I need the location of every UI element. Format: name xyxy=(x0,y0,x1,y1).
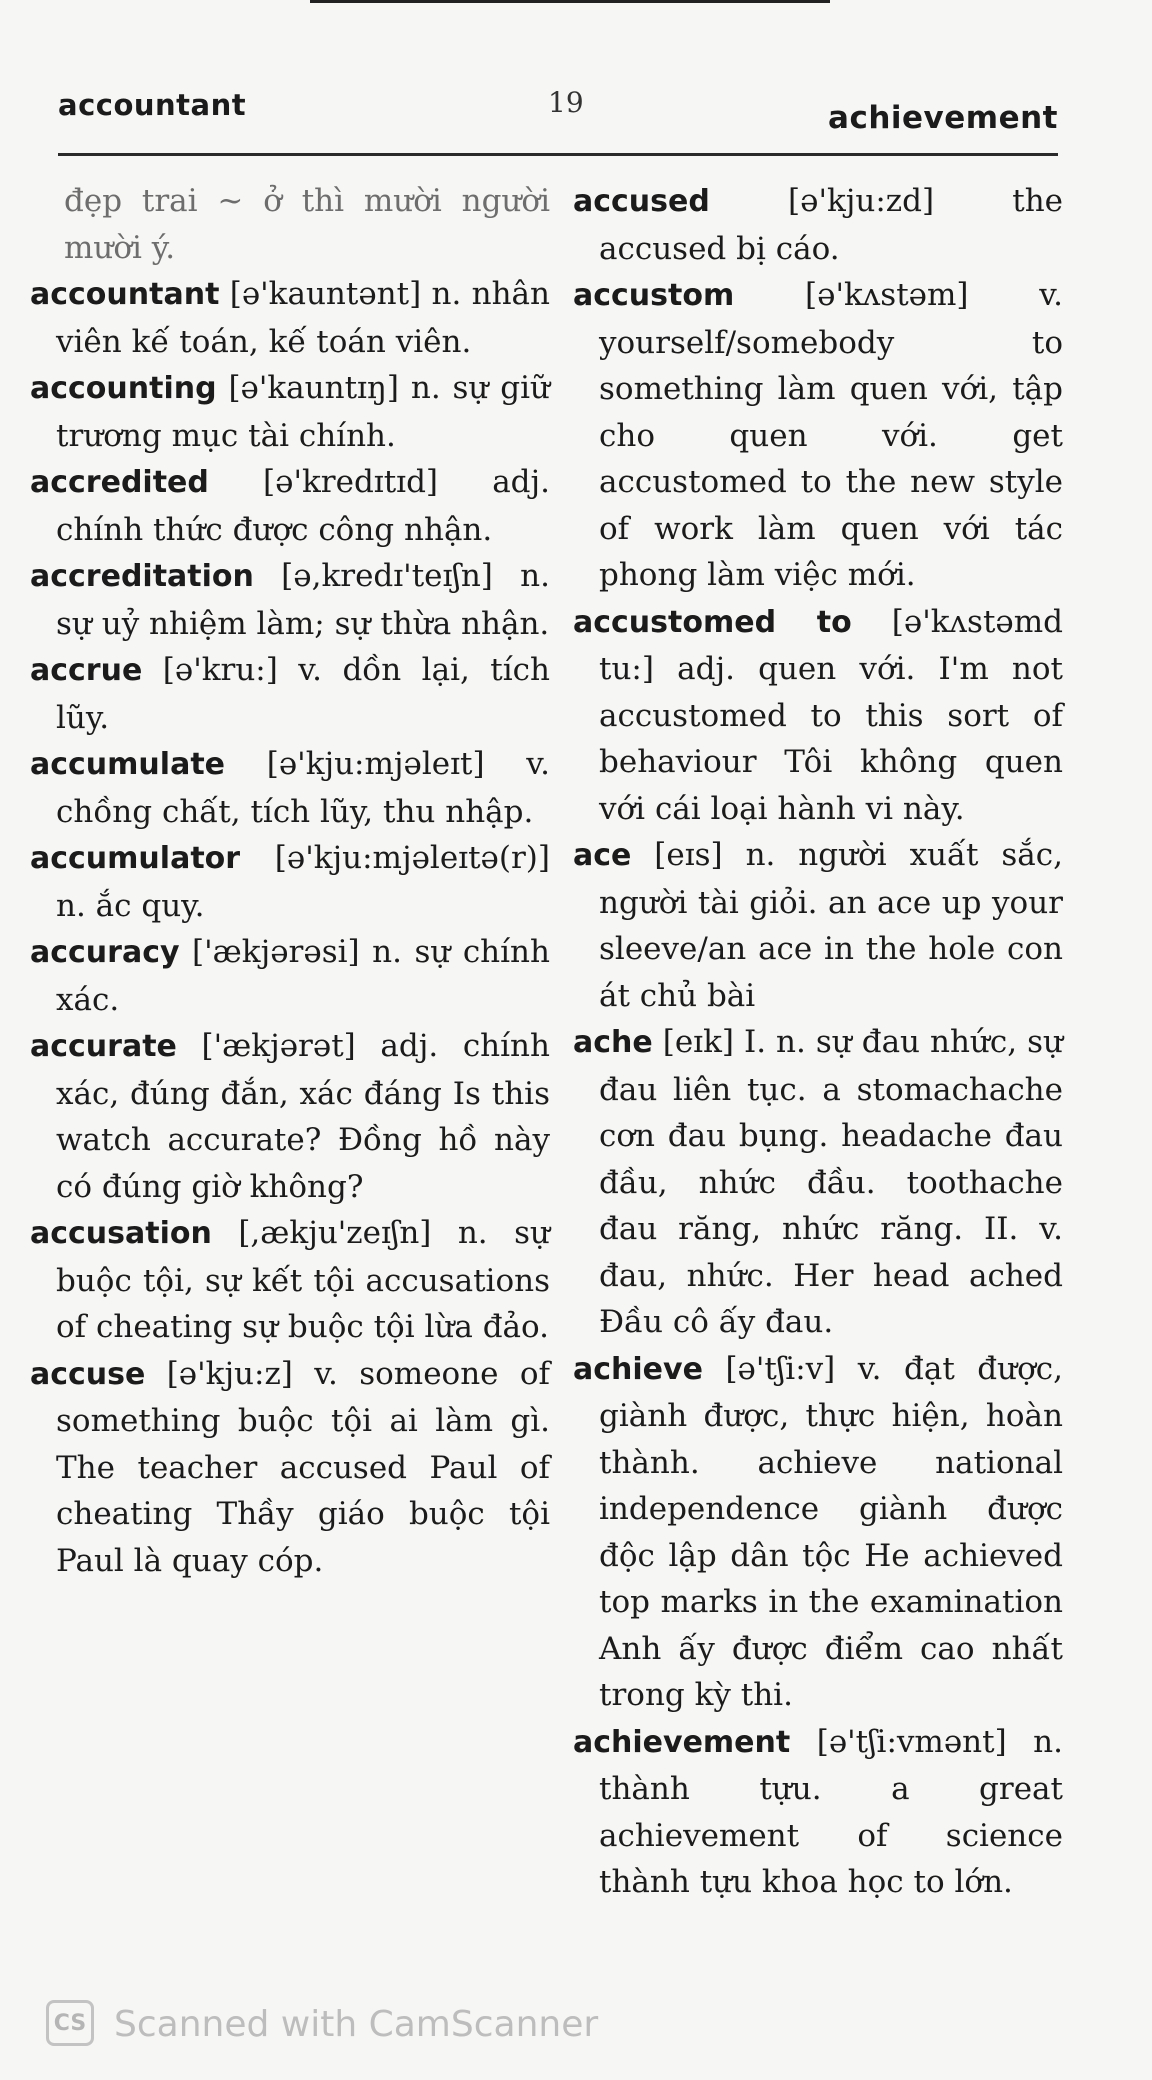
definition: [ə'kauntənt] n. nhân viên kế toán, kế toán viên. xyxy=(56,276,550,360)
entry-accumulator xyxy=(30,835,550,929)
definition: [ə'kru:] v. dồn lại, tích lũy. xyxy=(56,652,550,736)
entry-accounting xyxy=(30,365,550,459)
headword: accurate xyxy=(30,1029,177,1064)
entry-accrue xyxy=(30,647,550,741)
header-right-guide-word: achievement xyxy=(828,100,1058,136)
headword: achievement xyxy=(573,1724,791,1760)
definition: [ə'kʌstəmd tu:] adj. quen với. I'm not accustomed to this sort of behaviour Tôi không quen với cái loại hành vi này. xyxy=(599,603,1063,827)
entry-accusation xyxy=(30,1210,550,1351)
entry-ache xyxy=(573,1019,1063,1346)
entry-achieve xyxy=(573,1346,1063,1719)
entry-accuracy xyxy=(30,929,550,1023)
entry-accuse xyxy=(30,1351,550,1585)
top-edge-rule xyxy=(310,0,830,3)
headword: accustom xyxy=(573,278,735,313)
entry-accustom xyxy=(573,272,1063,599)
entry-accustomed-to xyxy=(573,599,1063,833)
definition: [eɪs] n. người xuất sắc, người tài giỏi. an ace up your sleeve/an ace in the hole con át chủ bài xyxy=(599,837,1063,1014)
definition: ['ækjərət] adj. chính xác, đúng đắn, xác đáng Is this watch accurate? Đồng hồ này có đúng giờ không? xyxy=(56,1028,550,1205)
headword: accumulate xyxy=(30,747,225,782)
headword: accreditation xyxy=(30,559,254,594)
headword: ace xyxy=(573,838,632,873)
definition: [,ækju'zeɪʃn] n. sự buộc tội, sự kết tội accusations of cheating sự buộc tội lừa đảo. xyxy=(56,1215,550,1345)
continuation-text: đẹp trai ~ ở thì mười người mười ý. xyxy=(64,183,550,266)
entry-achievement xyxy=(573,1719,1063,1906)
entry-ace xyxy=(573,832,1063,1019)
headword: accredited xyxy=(30,465,209,500)
camscanner-logo-icon: CS xyxy=(46,2000,94,2046)
header-left-guide-word: accountant xyxy=(58,88,247,122)
headword: accounting xyxy=(30,371,217,406)
entry-accurate xyxy=(30,1023,550,1210)
entry-accumulate xyxy=(30,741,550,835)
headword: accusation xyxy=(30,1216,212,1251)
definition: [ə'kju:zd] the accused bị cáo. xyxy=(599,183,1063,267)
definition: [ə'kju:z] v. someone of something buộc tội ai làm gì. The teacher accused Paul of cheating Thầy giáo buộc tội Paul là quay cóp. xyxy=(56,1355,550,1579)
definition: [ə'kredɪtɪd] adj. chính thức được công nhận. xyxy=(56,464,550,548)
entry-accused xyxy=(573,178,1063,272)
headword: accountant xyxy=(30,277,220,312)
definition: [ə'kʌstəm] v. yourself/somebody to something làm quen với, tập cho quen với. get accustomed to the new style of work làm quen với tác phong làm việc mới. xyxy=(599,277,1063,593)
left-column xyxy=(30,178,550,1584)
entry-accredited xyxy=(30,459,550,553)
definition: [ə'tʃi:v] v. đạt được, giành được, thực hiện, hoàn thành. achieve national independence giành được độc lập dân tộc He achieved top marks in the examination Anh ấy được điểm cao nhất trong kỳ thi. xyxy=(599,1350,1063,1713)
headword: accuse xyxy=(30,1356,146,1392)
definition: [eɪk] I. n. sự đau nhức, sự đau liên tục. a stomachache cơn đau bụng. headache đau đầu, nhức đầu. toothache đau răng, nhức răng. II. v. đau, nhức. Her head ached Đầu cô ấy đau. xyxy=(599,1024,1063,1340)
definition: [ə'tʃi:vmənt] n. thành tựu. a great achievement of science thành tựu khoa học to lớn. xyxy=(599,1723,1063,1900)
headword: accused xyxy=(573,184,710,219)
entry-accreditation xyxy=(30,553,550,647)
right-column xyxy=(573,178,1063,1906)
definition: [ə'kju:mjəleɪt] v. chồng chất, tích lũy, thu nhập. xyxy=(56,746,550,830)
definition: [ə,kredɪ'teɪʃn] n. sự uỷ nhiệm làm; sự thừa nhận. xyxy=(56,558,550,642)
definition: [ə'kauntɪŋ] n. sự giữ trương mục tài chính. xyxy=(56,370,550,454)
page-number: 19 xyxy=(548,86,584,119)
header-rule xyxy=(58,153,1058,156)
headword: accrue xyxy=(30,653,143,688)
definition: [ə'kju:mjəleɪtə(r)] n. ắc quy. xyxy=(56,840,550,924)
headword: accumulator xyxy=(30,841,241,876)
headword: accuracy xyxy=(30,935,180,970)
headword: achieve xyxy=(573,1351,703,1387)
camscanner-watermark xyxy=(46,1998,646,2058)
headword: ache xyxy=(573,1025,653,1060)
entry-accountant xyxy=(30,271,550,365)
headword: accustomed to xyxy=(573,604,852,640)
page-header xyxy=(58,82,1058,138)
definition: ['ækjərəsi] n. sự chính xác. xyxy=(56,934,550,1018)
watermark-text: Scanned with CamScanner xyxy=(114,2004,599,2045)
